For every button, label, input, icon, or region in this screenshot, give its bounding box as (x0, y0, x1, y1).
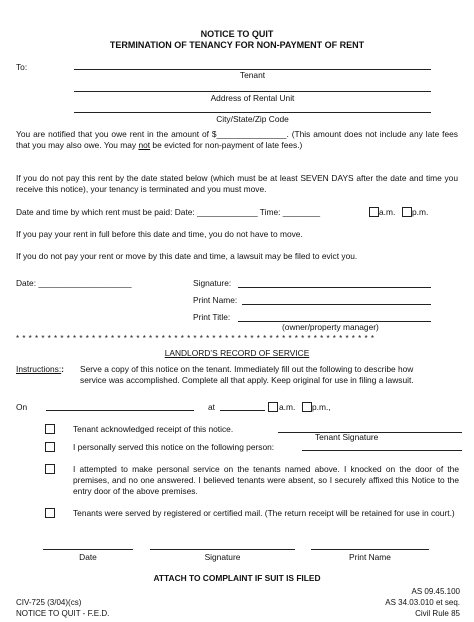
footer-date-field[interactable] (43, 549, 133, 550)
service-pm-label: p.m., (312, 402, 331, 412)
option-mail-text: Tenants were served by registered or certified mail. (The return receipt will be retained for use in court.) (73, 508, 455, 518)
statute-ref-2: AS 34.03.010 et seq. (385, 598, 460, 607)
option-receipt-text: Tenant acknowledged receipt of this notice. (73, 424, 234, 434)
to-label: To: (16, 62, 28, 72)
city-field[interactable] (74, 112, 431, 113)
due-pm-checkbox[interactable] (402, 207, 412, 217)
statute-ref-1: AS 09.45.100 (411, 587, 460, 596)
footer-print-name-label: Print Name (349, 552, 391, 562)
footer-date-label: Date (79, 552, 97, 562)
print-name-field[interactable] (242, 304, 431, 305)
instructions-label: Instructions:: (16, 364, 64, 374)
due-date-line: Date and time by which rent must be paid: Date: _____________ Time: ________ (16, 207, 321, 217)
owner-label: (owner/property manager) (282, 322, 379, 332)
footer-signature-label: Signature (204, 552, 241, 562)
footer-print-name-field[interactable] (311, 549, 429, 550)
pay-in-full-text: If you pay your rent in full before this date and time, you do not have to move. (16, 229, 303, 239)
instructions-text: Serve a copy of this notice on the tenant. Immediately fill out the following to describe how service was accomplished. Complete all that apply. Keep original for use in filing a lawsuit. (80, 364, 414, 385)
signature-field[interactable] (238, 287, 431, 288)
at-label: at (208, 402, 215, 412)
page-title: NOTICE TO QUIT (200, 29, 274, 39)
signature-label: Signature: (193, 278, 232, 288)
form-name: NOTICE TO QUIT - F.E.D. (16, 609, 110, 618)
seven-days-notice: If you do not pay this rent by the date stated below (which must be at least SEVEN DAYS after the date and time you receive this notice), your tenancy is terminated and you must move. (16, 173, 458, 194)
option-personal-checkbox[interactable] (45, 442, 55, 452)
statute-ref-3: Civil Rule 85 (415, 609, 460, 618)
form-number: CIV-725 (3/04)(cs) (16, 598, 82, 607)
rent-notice: You are notified that you owe rent in the amount of $_______________. (This amount does not include any late fees that you may also owe. You may not be evicted for non-payment of late fees.) (16, 129, 458, 150)
service-heading: LANDLORD’S RECORD OF SERVICE (164, 348, 310, 358)
date-field[interactable]: Date: ____________________ (16, 278, 132, 288)
tenant-label: Tenant (239, 70, 266, 80)
option-receipt-checkbox[interactable] (45, 424, 55, 434)
on-label: On (16, 402, 28, 412)
service-time-field[interactable] (220, 410, 265, 411)
service-am-checkbox[interactable] (268, 402, 278, 412)
tenant-signature-label: Tenant Signature (315, 432, 379, 442)
print-title-label: Print Title: (193, 312, 231, 322)
service-date-field[interactable] (46, 410, 194, 411)
footer-signature-field[interactable] (150, 549, 295, 550)
print-name-label: Print Name: (193, 295, 238, 305)
city-label: City/State/Zip Code (216, 114, 289, 124)
due-am-checkbox[interactable] (369, 207, 379, 217)
address-label: Address of Rental Unit (210, 93, 295, 103)
served-person-field[interactable] (302, 450, 462, 451)
divider: * * * * * * * * * * * * * * * * * * * * * * * * * * * * * * * * * * * * * * * * * * * * * * * * * * * * * * * * * (16, 334, 375, 343)
address-field[interactable] (74, 91, 431, 92)
attach-notice: ATTACH TO COMPLAINT IF SUIT IS FILED (153, 573, 321, 583)
due-pm-label: p.m. (412, 207, 429, 217)
option-personal-text: I personally served this notice on the following person: (73, 442, 275, 452)
lawsuit-text: If you do not pay your rent or move by this date and time, a lawsuit may be filed to evict you. (16, 251, 358, 261)
option-posted-checkbox[interactable] (45, 464, 55, 474)
option-mail-checkbox[interactable] (45, 508, 55, 518)
option-posted-text: I attempted to make personal service on the tenants named above. I knocked on the door of the premises, and no one answered. I believed tenants were absent, so I securely affixed this Notice to the entry door of the above premises. (73, 464, 459, 496)
service-am-label: a.m. (279, 402, 296, 412)
service-pm-checkbox[interactable] (302, 402, 312, 412)
due-am-label: a.m. (379, 207, 396, 217)
page-subtitle: TERMINATION OF TENANCY FOR NON-PAYMENT OF RENT (109, 40, 365, 50)
